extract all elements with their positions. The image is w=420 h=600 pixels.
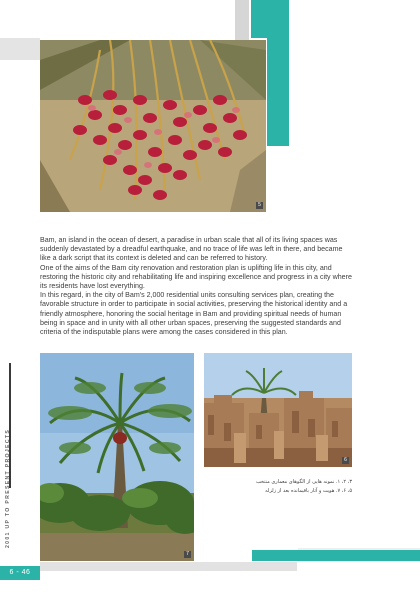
paragraph: In this regard, in the city of Bam's 2,000 residential units consulting services plan, creating the favorable structure in order to participate in social activities, preserving the historical identity and a friendly atmosphere, honoring the social heritage in Bam and providing spiritual needs of human being in space and in unity with all other urban spaces, preserving the suggested standards and criteria of the indisputable plans were among the cases considered in this plan. — [40, 291, 348, 337]
ruins-photo — [204, 353, 352, 467]
paragraph: One of the aims of the Bam city renovation and restoration plan is uplifting life in this city, and restoring the historic city and rehabilitating life and inspiring excellence and progress in a city where its residents have lost everything. — [40, 263, 352, 291]
caption-line: ۳، ۲، ۱. نمونه هایی از الگوهای معماری منتخب — [255, 479, 352, 485]
photo-caption — [246, 478, 352, 496]
decor-gray-block — [0, 38, 40, 60]
section-side-title: 2001 UP TO PRESENT PROJECTS — [5, 428, 11, 548]
paragraph: Bam, an island in the ocean of desert, a paradise in urban scale that all of its living spaces was suddenly devastated by a dreadful earthquake, and no trace of life was left in there, and became like a dark script that its context is deleted and can be referred to history. — [40, 236, 343, 263]
decor-gray-bar — [40, 562, 297, 571]
caption-line: ۵، ۶، ۷. هویت و آثار باقیمانده بعد از زلزله — [265, 488, 352, 494]
page-number: 6 - 46 — [0, 566, 40, 580]
figure-number: 7 — [184, 551, 191, 558]
decor-teal-bar — [267, 38, 289, 146]
decor-teal-block — [251, 0, 289, 38]
decor-gray-block — [235, 0, 249, 40]
palm-tree-photo — [40, 353, 194, 561]
dates-photo — [40, 40, 266, 212]
body-text — [40, 236, 354, 337]
decor-teal-bar — [252, 550, 420, 561]
figure-number: 6 — [342, 457, 349, 464]
figure-number: 5 — [256, 202, 263, 209]
